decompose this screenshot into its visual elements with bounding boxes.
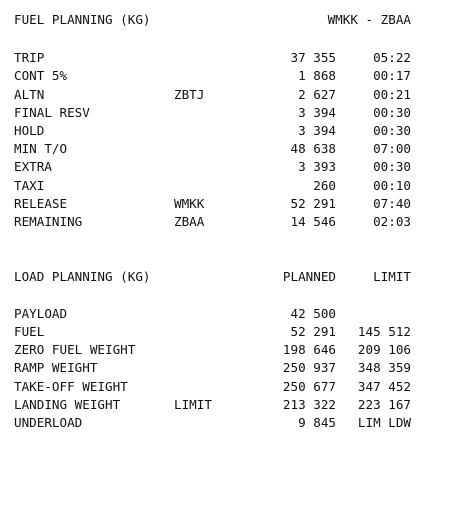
fuel-planning-header <box>0 11 464 29</box>
load-row-planned: 250 677 <box>282 379 336 394</box>
load-row-payload <box>0 305 464 323</box>
fuel-row-amount: 260 <box>313 178 336 193</box>
fuel-row-time: 00:30 <box>373 159 411 174</box>
fuel-row-extra <box>0 158 464 176</box>
load-row-planned: 52 291 <box>290 324 336 339</box>
fuel-row-ref: ZBTJ <box>174 87 205 102</box>
fuel-row-time: 00:17 <box>373 68 411 83</box>
fuel-row-amount: 3 394 <box>298 123 336 138</box>
fuel-row-time: 07:00 <box>373 141 411 156</box>
load-row-label: LANDING WEIGHT <box>14 397 121 412</box>
fuel-row-time: 02:03 <box>373 214 411 229</box>
fuel-row-amount: 37 355 <box>290 50 336 65</box>
fuel-row-amount: 52 291 <box>290 196 336 211</box>
fuel-row-cont <box>0 67 464 85</box>
load-row-underload <box>0 414 464 432</box>
fuel-row-release <box>0 195 464 213</box>
route-label: WMKK - ZBAA <box>327 12 411 27</box>
fuel-row-altn <box>0 86 464 104</box>
load-planning-title: LOAD PLANNING (KG) <box>14 269 151 284</box>
fuel-row-ref: ZBAA <box>174 214 205 229</box>
load-row-limit: 209 106 <box>357 342 411 357</box>
fuel-row-label: FINAL RESV <box>14 105 90 120</box>
load-row-limit: 347 452 <box>357 379 411 394</box>
load-row-planned: 9 845 <box>298 415 336 430</box>
fuel-row-time: 00:10 <box>373 178 411 193</box>
fuel-row-label: EXTRA <box>14 159 52 174</box>
fuel-row-ref: WMKK <box>174 196 205 211</box>
load-row-landing-weight <box>0 396 464 414</box>
fuel-row-label: REMAINING <box>14 214 83 229</box>
load-row-label: PAYLOAD <box>14 306 68 321</box>
load-row-label: RAMP WEIGHT <box>14 360 98 375</box>
load-row-planned: 250 937 <box>282 360 336 375</box>
fuel-row-label: MIN T/O <box>14 141 68 156</box>
fuel-row-time: 00:21 <box>373 87 411 102</box>
load-row-limit: 223 167 <box>357 397 411 412</box>
load-row-planned: 198 646 <box>282 342 336 357</box>
fuel-row-label: ALTN <box>14 87 45 102</box>
load-row-fuel <box>0 323 464 341</box>
fuel-planning-title: FUEL PLANNING (KG) <box>14 12 151 27</box>
load-row-planned: 213 322 <box>282 397 336 412</box>
planned-column-header: PLANNED <box>282 269 336 284</box>
fuel-row-label: TRIP <box>14 50 45 65</box>
fuel-row-time: 00:30 <box>373 105 411 120</box>
fuel-row-amount: 3 393 <box>298 159 336 174</box>
fuel-row-amount: 2 627 <box>298 87 336 102</box>
load-row-take-off-weight <box>0 378 464 396</box>
fuel-row-label: HOLD <box>14 123 45 138</box>
fuel-row-label: TAXI <box>14 178 45 193</box>
load-row-limit: LIM LDW <box>357 415 411 430</box>
load-row-limit: 145 512 <box>357 324 411 339</box>
limit-column-header: LIMIT <box>373 269 411 284</box>
load-row-limit: 348 359 <box>357 360 411 375</box>
fuel-row-amount: 14 546 <box>290 214 336 229</box>
fuel-row-amount: 1 868 <box>298 68 336 83</box>
load-row-ref: LIMIT <box>174 397 212 412</box>
fuel-row-time: 00:30 <box>373 123 411 138</box>
fuel-row-hold <box>0 122 464 140</box>
fuel-row-amount: 3 394 <box>298 105 336 120</box>
fuel-row-time: 05:22 <box>373 50 411 65</box>
load-row-label: TAKE-OFF WEIGHT <box>14 379 128 394</box>
fuel-row-final-resv <box>0 104 464 122</box>
load-row-planned: 42 500 <box>290 306 336 321</box>
fuel-row-label: CONT 5% <box>14 68 68 83</box>
load-row-label: UNDERLOAD <box>14 415 83 430</box>
fuel-row-min-to <box>0 140 464 158</box>
load-row-label: FUEL <box>14 324 45 339</box>
load-planning-header <box>0 268 464 286</box>
fuel-row-trip <box>0 49 464 67</box>
fuel-row-remaining <box>0 213 464 231</box>
load-row-ramp-weight <box>0 359 464 377</box>
fuel-row-amount: 48 638 <box>290 141 336 156</box>
fuel-row-taxi <box>0 177 464 195</box>
load-row-label: ZERO FUEL WEIGHT <box>14 342 136 357</box>
fuel-row-label: RELEASE <box>14 196 68 211</box>
load-row-zero-fuel-weight <box>0 341 464 359</box>
fuel-row-time: 07:40 <box>373 196 411 211</box>
